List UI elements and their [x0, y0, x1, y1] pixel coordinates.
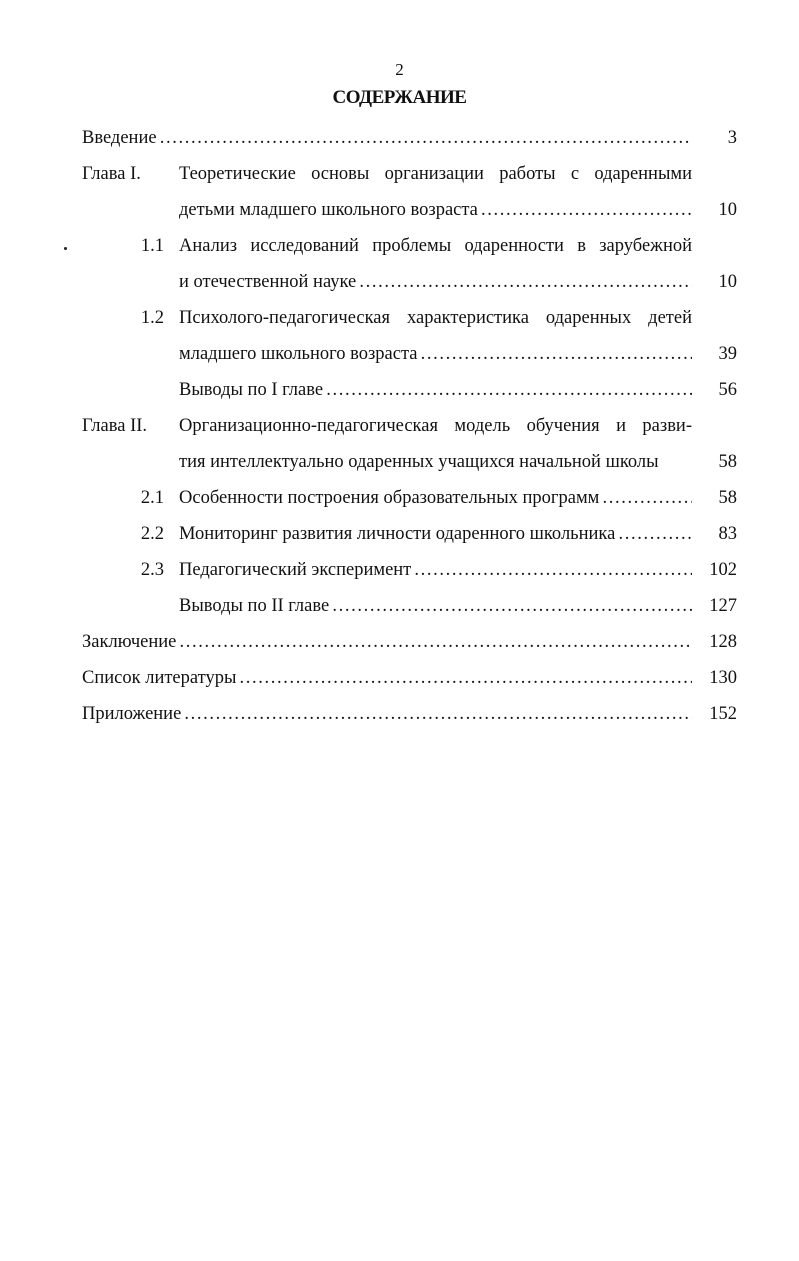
toc-entry-label-line2: и отечественной науке . . . [179, 264, 692, 300]
toc-entry-number: Глава I. [82, 164, 141, 184]
toc-entry-section-2-2[interactable] [82, 516, 737, 552]
toc-entry-label: Выводы по II главе . . . [179, 588, 692, 624]
stray-dot [64, 247, 67, 250]
toc-entry-chapter-1[interactable] [82, 156, 737, 192]
toc-entry-page: 56 [718, 380, 737, 400]
toc-entry-number: Глава II. [82, 416, 148, 436]
toc-entry-number: 1.2 [140, 308, 164, 328]
toc-entry-page: 152 [709, 704, 737, 724]
toc-entry-label: Выводы по I главе . . . [179, 372, 692, 408]
toc-entry-conclusion[interactable] [82, 624, 737, 660]
toc-entry-section-1-1-cont[interactable] [82, 264, 737, 300]
toc-entry-label-line2: младшего школьного возраста . . . [179, 336, 692, 372]
toc-entry-section-1-2-cont[interactable] [82, 336, 737, 372]
toc-entry-page: 127 [709, 596, 737, 616]
toc-entry-section-2-3[interactable] [82, 552, 737, 588]
toc-entry-number: 2.2 [140, 524, 164, 544]
toc-entry-page: 10 [718, 272, 737, 292]
toc-entry-chapter-2[interactable] [82, 408, 737, 444]
toc-entry-label-line2: детьми младшего школьного возраста . . . [179, 192, 692, 228]
toc-entry-number: 2.3 [140, 560, 164, 580]
toc-entry-references[interactable] [82, 660, 737, 696]
toc-entry-label-line2: тия интеллектуально одаренных учащихся начальной школы [179, 452, 659, 472]
toc-entry-label-line1: Теоретические основы организации работы с одаренными [179, 164, 692, 184]
toc-entry-chapter-1-cont[interactable] [82, 192, 737, 228]
toc-entry-label: Мониторинг развития личности одаренного школьника . . . [179, 516, 692, 552]
toc-entry-number: 2.1 [140, 488, 164, 508]
toc-entry-page: 3 [727, 128, 737, 148]
toc-entry-page: 58 [718, 488, 737, 508]
toc-entry-page: 102 [709, 560, 737, 580]
toc-entry-label: Приложение . . . [82, 696, 692, 732]
toc-entry-chapter-2-cont[interactable] [82, 444, 737, 480]
toc-entry-page: 39 [718, 344, 737, 364]
toc-entry-appendix[interactable] [82, 696, 737, 732]
toc-entry-label: Особенности построения образовательных программ . . . [179, 480, 692, 516]
toc-entry-section-2-1[interactable] [82, 480, 737, 516]
toc-entry-intro[interactable] [82, 120, 737, 156]
page-title: СОДЕРЖАНИЕ [332, 87, 467, 108]
toc-entry-page: 128 [709, 632, 737, 652]
page-number: 2 [395, 60, 404, 79]
toc-entry-section-1-1[interactable] [82, 228, 737, 264]
toc-entry-chapter-2-conclusions[interactable] [82, 588, 737, 624]
toc-entry-section-1-2[interactable] [82, 300, 737, 336]
toc-entry-page: 10 [718, 200, 737, 220]
toc-entry-page: 83 [718, 524, 737, 544]
toc-entry-label-line1: Анализ исследований проблемы одаренности в зарубежной [179, 236, 692, 256]
toc-entry-label-line1: Психолого-педагогическая характеристика одаренных детей [179, 308, 692, 328]
toc-entry-page: 130 [709, 668, 737, 688]
toc-entry-label: Введение . . . [82, 120, 692, 156]
toc-entry-label: Заключение . . . [82, 624, 692, 660]
toc-entry-label: Список литературы . . . [82, 660, 692, 696]
toc-entry-label: Педагогический эксперимент . . . [179, 552, 692, 588]
toc-entry-label-line1: Организационно-педагогическая модель обучения и разви- [179, 416, 692, 436]
toc-entry-chapter-1-conclusions[interactable] [82, 372, 737, 408]
toc-entry-page: 58 [718, 452, 737, 472]
table-of-contents [82, 120, 737, 732]
toc-entry-number: 1.1 [140, 236, 164, 256]
